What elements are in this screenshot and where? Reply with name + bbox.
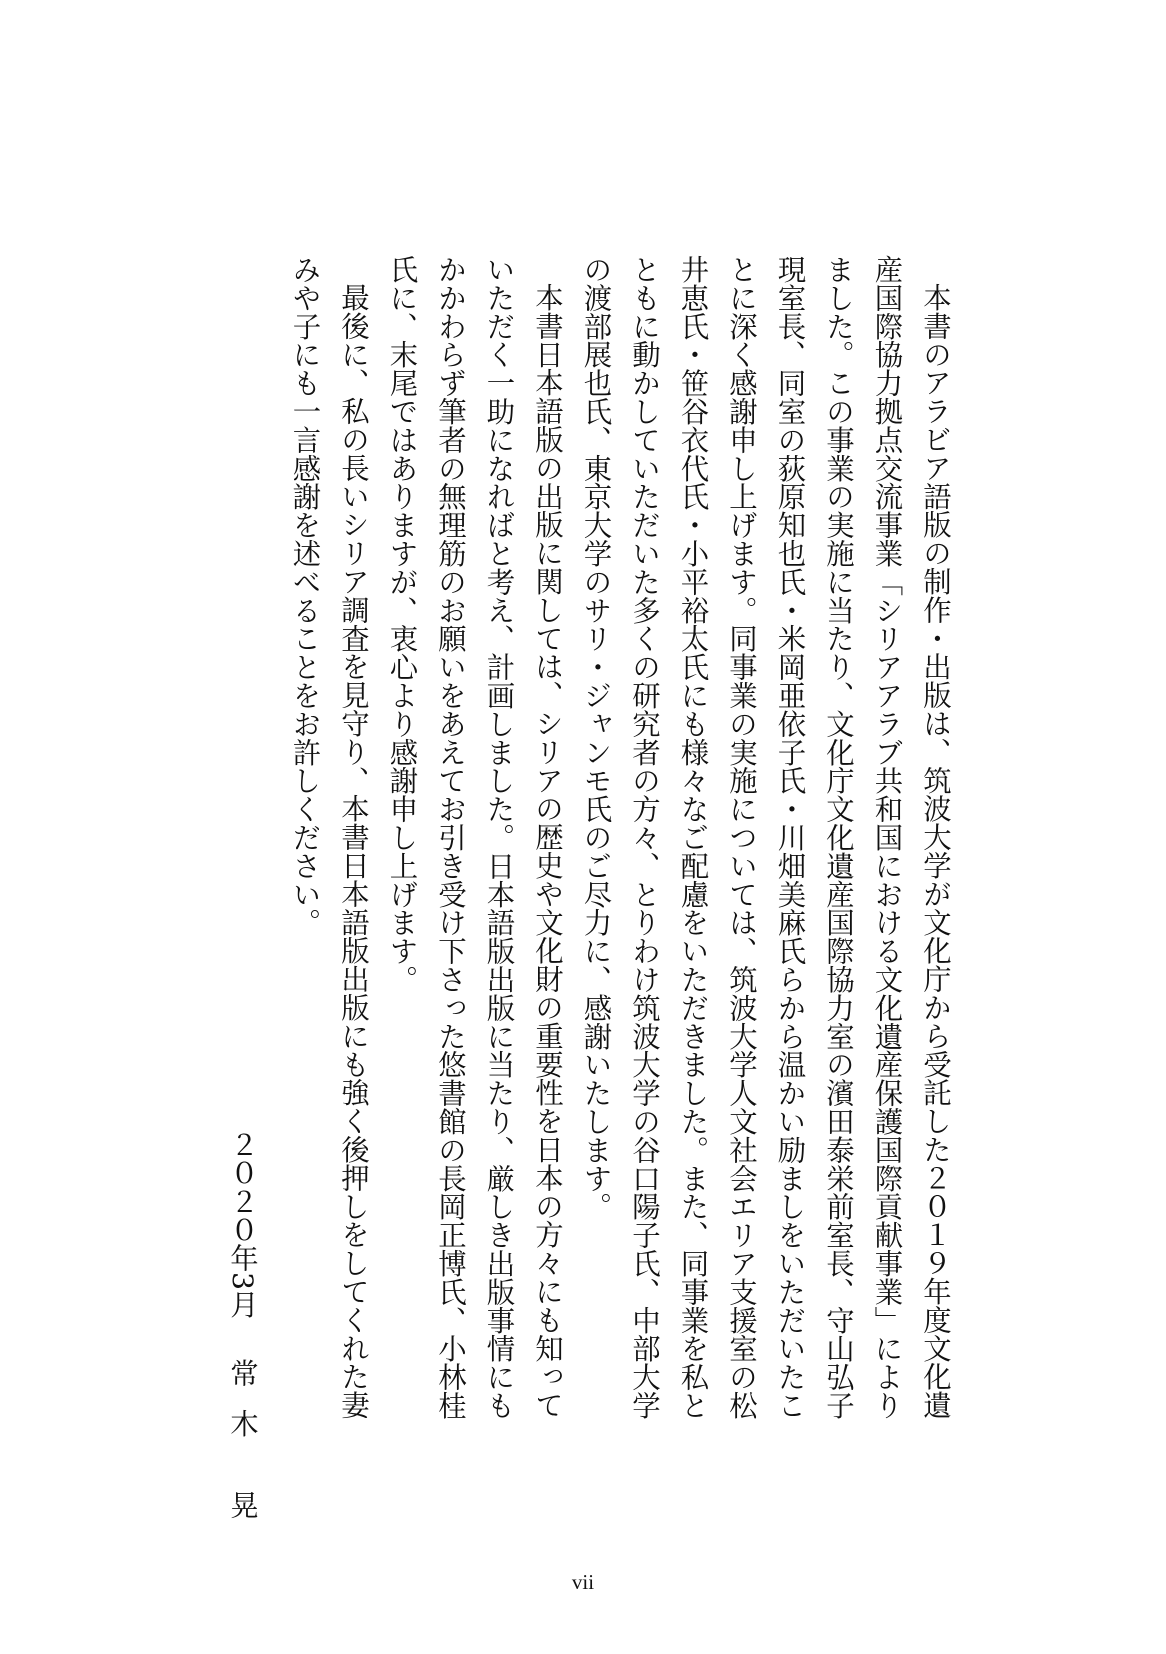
paragraph-japanese-edition: 本書日本語版の出版に関しては、シリアの歴史や文化財の重要性を日本の方々にも知っていただく一助になればと考え、計画しました。日本語版出版に当たり、厳しき出版事情にもかかわらず筆者の無理筋のお願いをあえてお引き受け下さった悠書館の長岡正博氏、小林桂氏に、末尾ではありますが、衷心より感謝申し上げます。 [385,255,564,1420]
paragraph-arabic-edition: 本書のアラビア語版の制作・出版は、筑波大学が文化庁から受託した２０１９年度文化遺産国際協力拠点交流事業「シリアアラブ共和国における文化遺産保護国際貢献事業」によりました。この事業の実施に当たり、文化庁文化遺産国際協力室の濱田泰栄前室長、守山弘子現室長、同室の荻原知也氏・米岡亜依子氏・川畑美麻氏らから温かい励ましをいただいたことに深く感謝申し上げます。同事業の実施については、筑波大学人文社会エリア支援室の松井恵氏・笹谷衣代氏・小平裕太氏にも様々なご配慮をいただきました。また、同事業を私とともに動かしていただいた多くの研究者の方々、とりわけ筑波大学の谷口陽子氏、中部大学の渡部展也氏、東京大学のサリ・ジャンモ氏のご尽力に、感謝いたします。 [579,255,952,1420]
page-number: vii [571,1570,595,1594]
paragraph-family-thanks: 最後に、私の長いシリア調査を見守り、本書日本語版出版にも強く後押しをしてくれた妻みや子にも一言感謝を述べることをお許しください。 [288,255,370,1420]
signature-date: ２０２０年3月 [226,1130,259,1319]
acknowledgements-body [280,255,959,1447]
signature-block [218,1130,266,1541]
signature-author: 常木 晃 [226,1358,259,1541]
